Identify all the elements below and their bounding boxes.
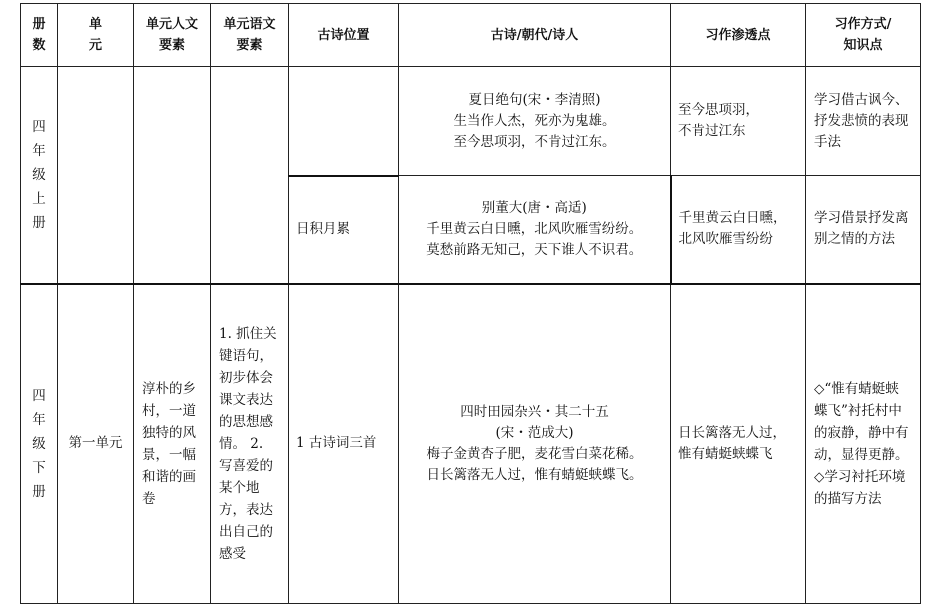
humanities-cell-upper: [134, 67, 211, 284]
header-row: [21, 4, 921, 67]
grade-cell-lower: 四 年 级 下 册: [21, 284, 58, 604]
header-method: 习作方式/ 知识点: [806, 4, 921, 67]
poem-cell-biedongda: [399, 176, 671, 284]
humanities-cell-lower: 淳朴的乡村，一道独特的风景，一幅和谐的画卷: [134, 284, 211, 604]
unit-cell-lower: 第一单元: [58, 284, 134, 604]
point-cell-biedongda: 千里黄云白日曛， 北风吹雁雪纷纷: [671, 176, 806, 284]
poetry-table-sheet: [20, 3, 920, 602]
method-cell-sishi: [806, 284, 921, 604]
poem-line: 生当作人杰，死亦为鬼雄。: [453, 112, 616, 129]
position-cell-gushisanshou: 1 古诗词三首: [289, 284, 399, 604]
point-cell-sishi: 日长篱落无人过， 惟有蜻蜓蛱蝶飞: [671, 284, 806, 604]
poem-line: 千里黄云白日曛，北风吹雁雪纷纷。: [426, 220, 643, 237]
language-cell-upper: [211, 67, 289, 284]
poem-author: (宋・范成大): [495, 424, 574, 441]
language-cell-lower: 1. 抓住关键语句，初步体会课文表达的思想感情。 2. 写喜爱的某个地方，表达出自己的感受: [211, 284, 289, 604]
poem-title: 夏日绝句(宋・李清照): [468, 91, 601, 108]
poem-line: 梅子金黄杏子肥，麦花雪白菜花稀。: [426, 445, 643, 462]
header-point: 习作渗透点: [671, 4, 806, 67]
grade-cell-upper: 四 年 级 上 册: [21, 67, 58, 284]
poetry-table: [20, 3, 921, 604]
method-note: ◇“惟有蜻蜓蛱蝶飞”衬托村中的寂静，静中有动，显得更静。: [814, 380, 909, 463]
table-row: [21, 67, 921, 176]
header-humanities: 单元人文 要素: [134, 4, 211, 67]
poem-line: 日长篱落无人过，惟有蜻蜓蛱蝶飞。: [426, 466, 643, 483]
header-poem: 古诗/朝代/诗人: [399, 4, 671, 67]
method-cell-xiari: 学习借古讽今、抒发悲愤的表现手法: [806, 67, 921, 176]
method-cell-biedongda: 学习借景抒发离别之情的方法: [806, 176, 921, 284]
poem-cell-xiari: [399, 67, 671, 176]
position-cell-empty: [289, 67, 399, 176]
poem-title: 别董大(唐・高适): [481, 199, 587, 216]
table-row: [21, 284, 921, 604]
header-language: 单元语文 要素: [211, 4, 289, 67]
position-cell-rijiyuelei: 日积月累: [289, 176, 399, 284]
unit-cell-upper: [58, 67, 134, 284]
poem-title: 四时田园杂兴・其二十五: [460, 403, 609, 420]
point-cell-xiari: 至今思项羽， 不肯过江东: [671, 67, 806, 176]
poem-line: 莫愁前路无知己，天下谁人不识君。: [426, 241, 643, 258]
poem-cell-sishi: [399, 284, 671, 604]
header-unit: 单 元: [58, 4, 134, 67]
header-position: 古诗位置: [289, 4, 399, 67]
poem-line: 至今思项羽，不肯过江东。: [453, 133, 616, 150]
method-note: ◇学习衬托环境的描写方法: [814, 468, 906, 507]
header-grade: 册 数: [21, 4, 58, 67]
